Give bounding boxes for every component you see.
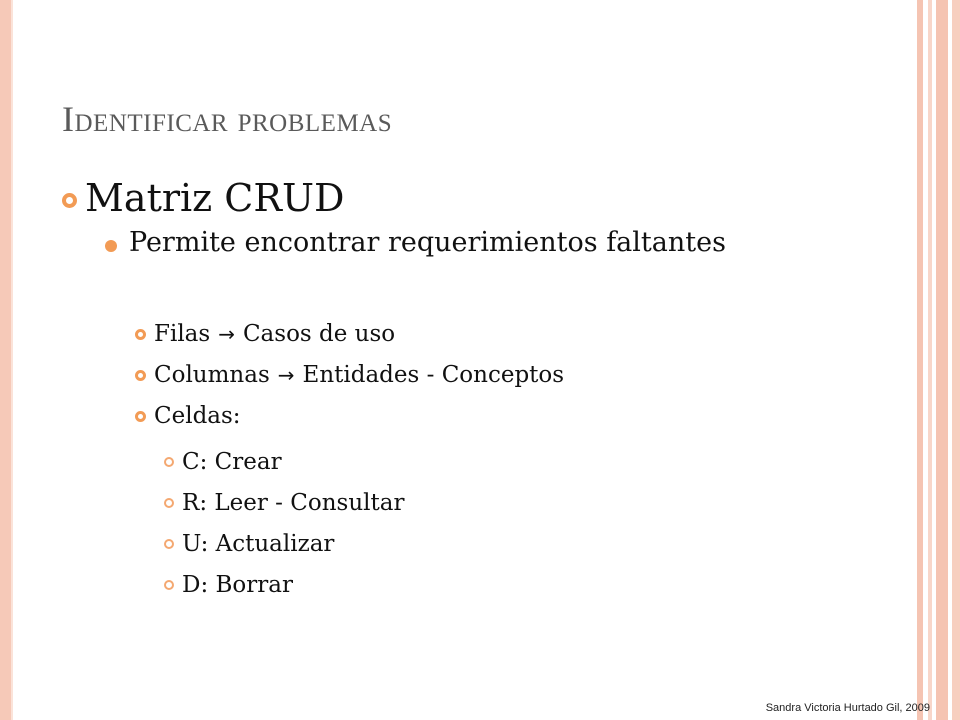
bullet-level2-text: Permite encontrar requerimientos faltantes bbox=[129, 227, 726, 258]
bullet-text: Entidades - Conceptos bbox=[302, 362, 565, 388]
left-border bbox=[0, 0, 11, 720]
bullet-level1-text: Matriz CRUD bbox=[85, 176, 345, 220]
right-stripe bbox=[952, 0, 960, 720]
title-rest: dentificar problemas bbox=[74, 99, 393, 139]
bullet-level4-item bbox=[164, 531, 334, 557]
bullet-level1 bbox=[62, 176, 344, 220]
ring-bullet-icon bbox=[164, 539, 174, 549]
footer-credit: Sandra Victoria Hurtado Gil, 2009 bbox=[765, 702, 930, 714]
bullet-level3-item bbox=[135, 362, 564, 388]
ring-bullet-icon bbox=[135, 411, 146, 422]
arrow-right-icon: → bbox=[277, 363, 295, 387]
left-border-line bbox=[11, 0, 13, 720]
arrow-right-icon: → bbox=[218, 322, 235, 346]
bullet-level4-item bbox=[164, 449, 282, 475]
bullet-text: Columnas bbox=[154, 362, 270, 388]
bullet-text: D: Borrar bbox=[182, 572, 293, 598]
bullet-text: Filas bbox=[154, 321, 211, 347]
bullet-text: U: Actualizar bbox=[182, 531, 335, 557]
bullet-level4-item bbox=[164, 490, 404, 516]
bullet-level3-item bbox=[135, 321, 395, 347]
ring-bullet-icon bbox=[164, 498, 174, 508]
ring-bullet-icon bbox=[164, 580, 174, 590]
title-initial: I bbox=[62, 99, 75, 139]
ring-bullet-icon bbox=[135, 329, 146, 340]
bullet-text: R: Leer - Consultar bbox=[182, 490, 405, 516]
ring-bullet-icon bbox=[62, 193, 77, 208]
bullet-level2 bbox=[105, 226, 745, 260]
bullet-text: Celdas: bbox=[154, 403, 241, 429]
bullet-text: C: Crear bbox=[182, 449, 282, 475]
bullet-text: Casos de uso bbox=[242, 321, 396, 347]
slide-title bbox=[62, 98, 392, 140]
ring-bullet-icon bbox=[164, 457, 174, 467]
right-stripe bbox=[917, 0, 923, 720]
right-stripe bbox=[928, 0, 932, 720]
bullet-level3-item bbox=[135, 403, 241, 429]
dot-bullet-icon bbox=[105, 240, 117, 252]
right-stripe bbox=[936, 0, 948, 720]
bullet-level4-item bbox=[164, 572, 293, 598]
ring-bullet-icon bbox=[135, 370, 146, 381]
